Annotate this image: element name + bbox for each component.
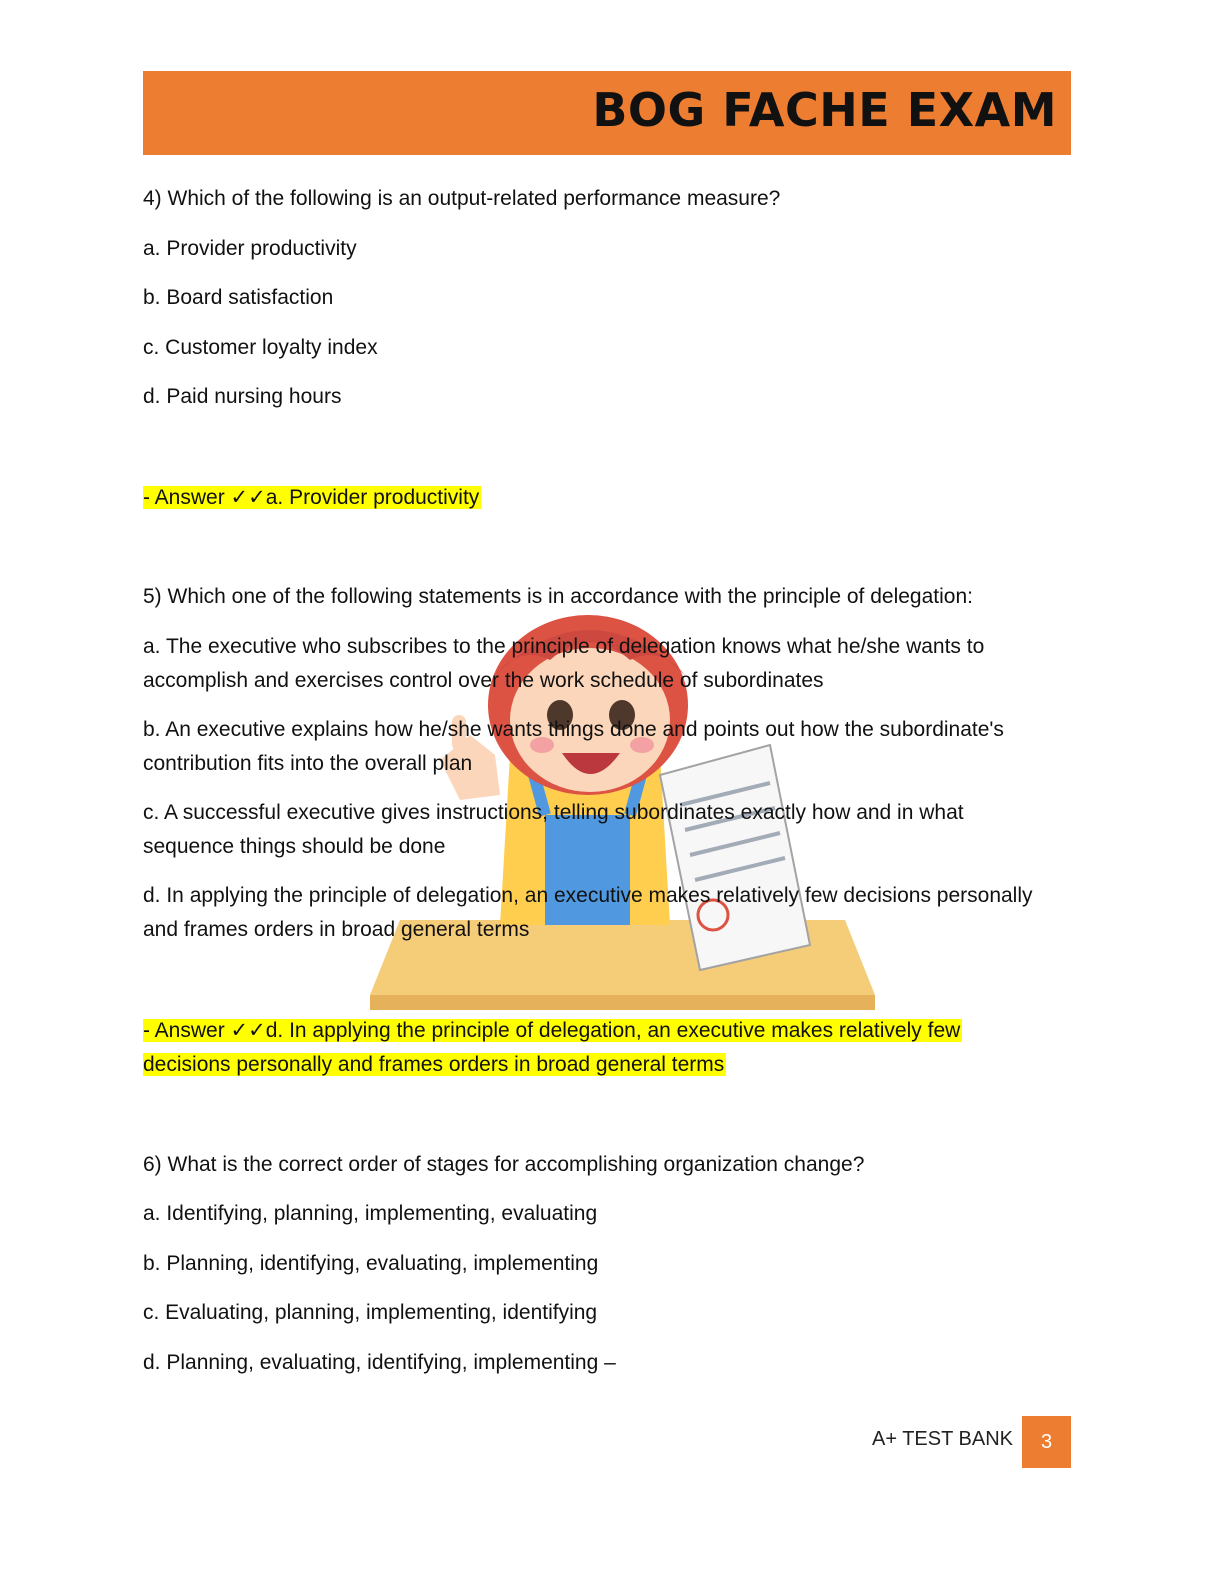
- option-c: c. Customer loyalty index: [143, 336, 378, 359]
- option-d: [143, 879, 1071, 947]
- answer-line: [143, 1014, 1071, 1082]
- option-line: a. The executive who subscribes to the principle of delegation knows what he/she wants to: [143, 635, 985, 658]
- answer-line: [143, 481, 481, 515]
- header-band: [143, 71, 1071, 155]
- question-4: [143, 182, 780, 216]
- option-a: [143, 630, 1071, 698]
- answer-highlight: decisions personally and frames orders in broad general terms: [143, 1053, 725, 1076]
- option-c: [143, 796, 1071, 864]
- option-line: contribution fits into the overall plan: [143, 752, 473, 775]
- option-d: d. Paid nursing hours: [143, 385, 342, 408]
- question-prompt: 6) What is the correct order of stages for accomplishing organization change?: [143, 1153, 865, 1176]
- page-number: 3: [1022, 1416, 1071, 1468]
- answer-highlight: - Answer ✓✓d. In applying the principle of delegation, an executive makes relatively few: [143, 1019, 961, 1042]
- option-line: accomplish and exercises control over the work schedule of subordinates: [143, 669, 824, 692]
- question-prompt: 5) Which one of the following statements is in accordance with the principle of delegation:: [143, 585, 973, 608]
- footer-label: A+ TEST BANK: [872, 1428, 1013, 1450]
- option-line: d. In applying the principle of delegation, an executive makes relatively few decisions personally: [143, 884, 1033, 907]
- option-b: b. Board satisfaction: [143, 286, 334, 309]
- option-d: d. Planning, evaluating, identifying, implementing –: [143, 1351, 616, 1374]
- question-prompt: 4) Which of the following is an output-related performance measure?: [143, 187, 781, 210]
- option-line: b. An executive explains how he/she wants things done and points out how the subordinate's: [143, 718, 1004, 741]
- option-c: c. Evaluating, planning, implementing, identifying: [143, 1301, 598, 1324]
- option-line: sequence things should be done: [143, 835, 446, 858]
- option-line: and frames orders in broad general terms: [143, 918, 530, 941]
- answer-highlight: - Answer ✓✓a. Provider productivity: [143, 486, 480, 509]
- option-a: a. Identifying, planning, implementing, evaluating: [143, 1202, 598, 1225]
- option-line: c. A successful executive gives instructions, telling subordinates exactly how and in what: [143, 801, 964, 824]
- option-a: a. Provider productivity: [143, 237, 357, 260]
- document-title: BOG FACHE EXAM: [592, 83, 1057, 137]
- option-b: b. Planning, identifying, evaluating, implementing: [143, 1252, 599, 1275]
- option-b: [143, 713, 1071, 781]
